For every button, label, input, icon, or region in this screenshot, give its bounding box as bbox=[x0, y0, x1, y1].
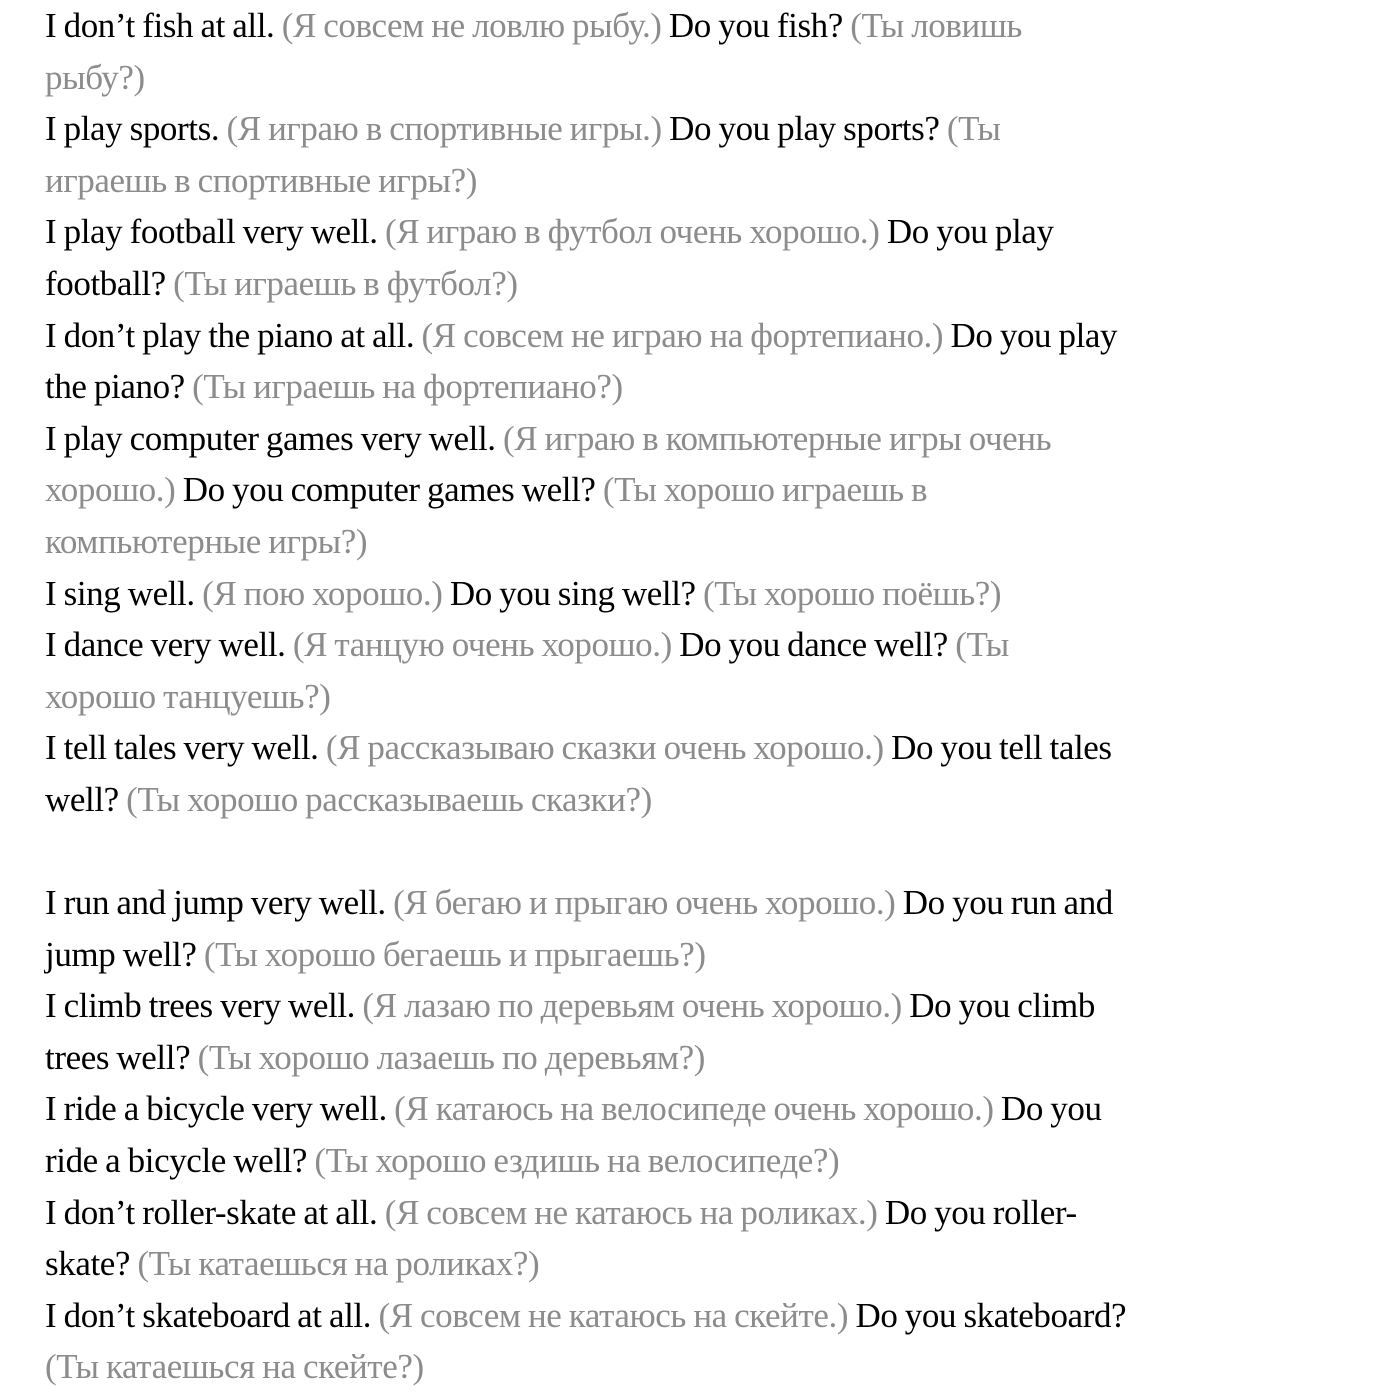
english-sentence: Do you sing well? bbox=[449, 573, 704, 613]
text-line bbox=[45, 568, 1375, 620]
english-sentence: I don’t roller-skate at all. bbox=[45, 1192, 385, 1232]
text-line bbox=[45, 464, 1375, 516]
text-line bbox=[45, 722, 1375, 774]
blank-line bbox=[45, 826, 1375, 878]
russian-translation: (Ты играешь на фортепиано?) bbox=[192, 367, 623, 407]
english-sentence: I play football very well. bbox=[45, 212, 385, 252]
english-sentence: Do you skateboard? bbox=[855, 1295, 1127, 1335]
russian-translation: (Я пою хорошо.) bbox=[202, 573, 450, 613]
english-sentence: Do you roller- bbox=[884, 1192, 1077, 1232]
russian-translation: (Ты хорошо поёшь?) bbox=[703, 573, 1002, 613]
text-line bbox=[45, 1290, 1375, 1342]
english-sentence: I don’t skateboard at all. bbox=[45, 1295, 379, 1335]
text-line bbox=[45, 774, 1375, 826]
russian-translation: (Ты хорошо лазаешь по деревьям?) bbox=[197, 1037, 706, 1077]
english-sentence: football? bbox=[45, 263, 174, 303]
russian-translation: (Я играю в компьютерные игры очень bbox=[503, 418, 1052, 458]
document-body bbox=[45, 0, 1375, 1393]
text-line bbox=[45, 361, 1375, 413]
text-line bbox=[45, 619, 1375, 671]
russian-translation: (Я совсем не катаюсь на скейте.) bbox=[378, 1295, 856, 1335]
text-line bbox=[45, 52, 1375, 104]
english-sentence: I sing well. bbox=[45, 573, 203, 613]
text-line bbox=[45, 1187, 1375, 1239]
russian-translation: (Я играю в спортивные игры.) bbox=[226, 109, 670, 149]
english-sentence: skate? bbox=[45, 1244, 138, 1284]
english-sentence: I don’t play the piano at all. bbox=[45, 315, 422, 355]
english-sentence: I don’t fish at all. bbox=[45, 6, 282, 45]
russian-translation: (Я танцую очень хорошо.) bbox=[292, 625, 680, 665]
text-line bbox=[45, 1341, 1375, 1393]
english-sentence: I run and jump very well. bbox=[45, 883, 394, 923]
english-sentence: I dance very well. bbox=[45, 625, 293, 665]
russian-translation: (Я бегаю и прыгаю очень хорошо.) bbox=[393, 883, 903, 923]
text-line bbox=[45, 980, 1375, 1032]
text-line bbox=[45, 1135, 1375, 1187]
russian-translation: (Я рассказываю сказки очень хорошо.) bbox=[325, 728, 892, 768]
english-sentence: Do you run and bbox=[902, 883, 1113, 923]
russian-translation: (Ты bbox=[955, 625, 1009, 665]
russian-translation: (Ты ловишь bbox=[850, 6, 1022, 45]
text-line bbox=[45, 516, 1375, 568]
russian-translation: (Я лазаю по деревьям очень хорошо.) bbox=[362, 986, 910, 1026]
english-sentence: I tell tales very well. bbox=[45, 728, 326, 768]
russian-translation: хорошо танцуешь?) bbox=[45, 676, 331, 716]
russian-translation: (Ты хорошо бегаешь и прыгаешь?) bbox=[203, 934, 706, 974]
russian-translation: (Ты катаешься на роликах?) bbox=[137, 1244, 540, 1284]
russian-translation: (Я катаюсь на велосипеде очень хорошо.) bbox=[394, 1089, 1001, 1129]
russian-translation: (Ты играешь в футбол?) bbox=[173, 263, 518, 303]
russian-translation: (Я играю в футбол очень хорошо.) bbox=[384, 212, 887, 252]
english-sentence: I play computer games very well. bbox=[45, 418, 503, 458]
english-sentence: Do you bbox=[1000, 1089, 1102, 1129]
russian-translation: (Я совсем не играю на фортепиано.) bbox=[421, 315, 951, 355]
english-sentence: Do you computer games well? bbox=[182, 470, 603, 510]
english-sentence: I climb trees very well. bbox=[45, 986, 363, 1026]
english-sentence: Do you dance well? bbox=[679, 625, 956, 665]
english-sentence: I ride a bicycle very well. bbox=[45, 1089, 395, 1129]
text-line bbox=[45, 877, 1375, 929]
text-line bbox=[45, 206, 1375, 258]
russian-translation: рыбу?) bbox=[45, 57, 145, 97]
russian-translation: (Ты хорошо играешь в bbox=[602, 470, 928, 510]
text-line bbox=[45, 671, 1375, 723]
text-line bbox=[45, 310, 1375, 362]
russian-translation: (Ты bbox=[946, 109, 1001, 149]
text-line bbox=[45, 103, 1375, 155]
russian-translation: (Ты катаешься на скейте?) bbox=[45, 1347, 424, 1387]
english-sentence: ride a bicycle well? bbox=[45, 1141, 315, 1181]
english-sentence: jump well? bbox=[45, 934, 204, 974]
text-line bbox=[45, 1083, 1375, 1135]
russian-translation: (Ты хорошо ездишь на велосипеде?) bbox=[314, 1141, 840, 1181]
text-line bbox=[45, 155, 1375, 207]
text-line bbox=[45, 1032, 1375, 1084]
english-sentence: the piano? bbox=[45, 367, 193, 407]
text-line bbox=[45, 1238, 1375, 1290]
english-sentence: Do you fish? bbox=[668, 6, 851, 45]
english-sentence: Do you play sports? bbox=[669, 109, 947, 149]
text-line bbox=[45, 0, 1375, 52]
english-sentence: well? bbox=[45, 779, 127, 819]
russian-translation: хорошо.) bbox=[45, 470, 183, 510]
russian-translation: (Ты хорошо рассказываешь сказки?) bbox=[126, 779, 652, 819]
english-sentence: Do you play bbox=[950, 315, 1118, 355]
english-sentence: I play sports. bbox=[45, 109, 227, 149]
text-line bbox=[45, 929, 1375, 981]
english-sentence: Do you tell tales bbox=[891, 728, 1112, 768]
russian-translation: (Я совсем не ловлю рыбу.) bbox=[281, 6, 669, 45]
russian-translation: играешь в спортивные игры?) bbox=[45, 160, 477, 200]
english-sentence: Do you play bbox=[886, 212, 1054, 252]
text-line bbox=[45, 413, 1375, 465]
english-sentence: trees well? bbox=[45, 1037, 198, 1077]
english-sentence: Do you climb bbox=[909, 986, 1095, 1026]
text-line bbox=[45, 258, 1375, 310]
russian-translation: компьютерные игры?) bbox=[45, 521, 368, 561]
russian-translation: (Я совсем не катаюсь на роликах.) bbox=[384, 1192, 885, 1232]
